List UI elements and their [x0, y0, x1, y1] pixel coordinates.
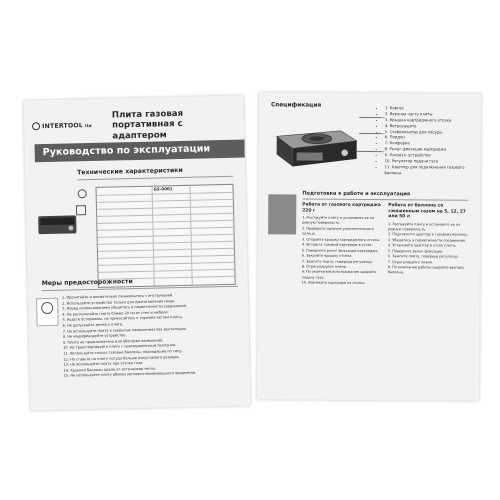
list-item: 4. Вставьте газовый картридж в отсек.: [301, 242, 373, 248]
product-title: Плита газовая портативная с адаптером: [111, 108, 184, 142]
cylinder-steps: [388, 203, 473, 276]
leader-line: [359, 117, 385, 118]
list-item: • 6. Поддон: [385, 134, 477, 141]
brand-name: INTERTOOL: [42, 121, 84, 130]
list-item: 12. Не ставьте на плиту посуду больше допустимого размера.: [63, 354, 180, 362]
list-item: 2. Используйте устройство только для приготовления пищи.: [62, 298, 176, 306]
list-item: • 7. Конфорка: [385, 140, 477, 147]
brand-logo-icon: [32, 122, 40, 130]
manual-left-page: [24, 96, 251, 411]
list-item: 6. Закройте крышку отсека.: [301, 253, 353, 258]
specs-rule: [77, 176, 233, 181]
list-item: 8. По окончании работы закройте вентиль баллона.: [387, 265, 465, 275]
list-item: 3. Перед использованием убедитесь в герметичности соединений.: [62, 304, 188, 311]
column-title: Работа от газового картриджа 220 г: [302, 202, 381, 214]
list-item: 4. Установите адаптер в отсек плиты.: [387, 243, 457, 248]
list-item: 1. Распакуйте плиту и установите ее на ровную поверхность.: [302, 215, 375, 226]
stove-diagram: [269, 116, 361, 175]
list-item: 1. Распакуйте плиту и установите ее на ровную поверхность.: [388, 221, 461, 232]
list-item: • 3. Крышка картриджного отсека: [385, 117, 477, 124]
brand-suffix: ltd: [84, 122, 92, 128]
list-item: 2. Подключите адаптер к газовому баллону.: [388, 232, 469, 238]
manual-right-page: [257, 92, 481, 401]
list-item: 7. Отрегулируйте пламя.: [387, 259, 433, 265]
knob-icon: [68, 225, 73, 230]
list-item: 9. Плита не предназначена для обогрева помещений.: [62, 338, 164, 345]
list-item: 5. Поверните рычаг фиксации картриджа.: [301, 248, 379, 253]
cartridge-steps: [302, 203, 383, 287]
leader-line: [359, 133, 385, 134]
list-item: • 4. Ветрозащита: [385, 123, 477, 130]
precautions-heading: Меры предосторожности: [41, 278, 133, 288]
warning-pictogram-icon: [41, 302, 53, 314]
parts-list: [384, 105, 476, 176]
section-heading: Подготовка к работе и эксплуатация: [302, 190, 411, 198]
certification-icon: [78, 189, 87, 198]
list-item: 9. По окончании использования закройте подачу газа.: [301, 269, 377, 280]
knob-icon: [341, 149, 348, 156]
specification-heading: Спецификация: [270, 102, 322, 109]
list-item: 5. Будьте осторожны, не прикасайтесь к горячим частям плиты.: [62, 315, 183, 323]
specs-table: [95, 184, 235, 288]
list-item: • 11. Адаптер для подключения газового баллона: [384, 164, 476, 176]
list-item: 10. Извлеките картридж из отсека.: [301, 280, 366, 286]
quality-mark-icon: [76, 205, 86, 215]
section-rule: [302, 199, 468, 201]
cartridge-lid: [297, 152, 323, 160]
column-title: Работа от баллона со сжиженным газом на 5, 12, 27 или 50 л: [388, 203, 466, 220]
list-item: 5. Поверните рычаг фиксации.: [387, 248, 444, 254]
list-item: 8. Не модифицируйте устройство.: [62, 333, 127, 339]
leader-line: [357, 151, 385, 152]
list-item: • 2. Верхняя часть плиты: [385, 111, 477, 118]
list-item: 3. Убедитесь в герметичности соединения.: [388, 237, 466, 243]
list-item: • 9. Пьезоэл. устройство: [385, 152, 477, 159]
list-item: 15. Не используйте плиту вблизи легковоспламеняющихся предметов.: [63, 371, 197, 379]
side-note-panel: [268, 194, 296, 234]
manual-banner: Руководство по эксплуатации: [35, 140, 245, 163]
list-item: • 5. Стабилизатор для посуды: [385, 129, 477, 136]
list-item: • 1. Корпус: [385, 105, 477, 112]
precautions-list: [62, 292, 242, 380]
list-item: • 8. Рычаг фиксации картриджа: [385, 146, 477, 153]
list-item: 6. Зажгите плиту, повернув регулятор.: [387, 254, 459, 259]
specs-heading: Технические характеристики: [77, 166, 183, 177]
brand-logo: [32, 121, 92, 130]
list-item: 3. Откройте крышку картриджного отсека.: [302, 237, 381, 242]
list-item: 8. Отрегулируйте пламя.: [301, 264, 347, 269]
list-item: • 10. Регулятор подачи газа: [385, 158, 477, 165]
list-item: 4. Не располагайте плиту ближе 20 см от стен и мебели.: [62, 310, 169, 317]
list-item: 7. Не используйте плиту в закрытых помещениях без вентиляции.: [62, 326, 187, 334]
list-item: 7. Зажгите плиту, повернув регулятор.: [301, 259, 373, 264]
list-item: 2. Проверьте наличие уплотнительного кольца.: [302, 226, 374, 236]
stove-thumbnail: [38, 215, 76, 234]
model-cell: GS-0001: [152, 186, 190, 193]
list-item: 6. Не допускайте детей к плите.: [62, 322, 124, 328]
list-item: 1. Прочитайте и внимательно ознакомьтесь с инструкцией.: [61, 293, 174, 300]
certification-mark: [78, 189, 87, 199]
list-item: 10. Не транспортируйте плиту с присоединенным баллоном.: [63, 343, 177, 351]
list-item: 11. Используйте только газовые баллоны, подходящие по типу.: [63, 348, 183, 356]
list-item: 13. Не используйте плиту при утечке газа.: [63, 361, 144, 367]
warning-sticker: [36, 298, 59, 326]
list-item: 14. Храните баллоны вдали от источников тепла.: [63, 366, 157, 373]
